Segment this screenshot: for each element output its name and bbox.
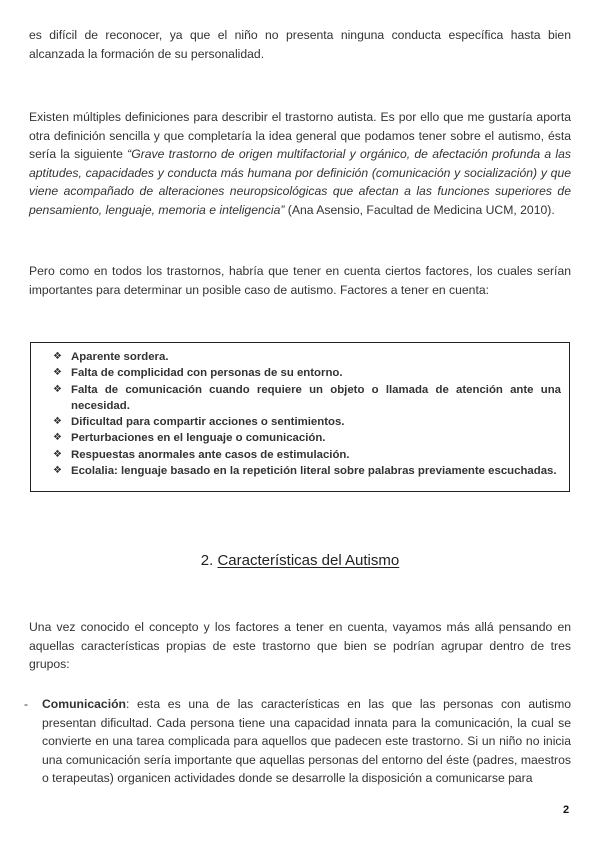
diamond-bullet-icon: ❖ bbox=[53, 448, 62, 460]
factor-text: Dificultad para compartir acciones o sentimientos. bbox=[71, 416, 345, 429]
list-dash: - bbox=[24, 697, 29, 711]
diamond-bullet-icon: ❖ bbox=[53, 432, 62, 444]
definition-text: Existen múltiples definiciones para describir el trastorno autista. Es por ello que me gustaría aporta otra definición sencilla y que completaría la idea general que podamos tener sobre el autismo, ésta sería la siguiente bbox=[29, 110, 571, 161]
diamond-bullet-icon: ❖ bbox=[53, 416, 62, 428]
factor-item bbox=[53, 463, 561, 479]
factor-item bbox=[53, 365, 561, 381]
factor-text: Falta de complicidad con personas de su entorno. bbox=[71, 367, 343, 380]
factor-text: Respuestas anormales ante casos de estimulación. bbox=[71, 448, 350, 461]
factor-text: Falta de comunicación cuando requiere un objeto o llamada de atención ante una necesidad. bbox=[71, 383, 561, 412]
factor-item bbox=[53, 382, 561, 415]
factor-item bbox=[53, 414, 561, 430]
factors-box bbox=[30, 342, 570, 492]
section-number: 2. bbox=[200, 552, 214, 569]
page-number: 2 bbox=[563, 804, 570, 816]
paragraph-characteristics-intro: Una vez conocido el concepto y los factores a tener en cuenta, vayamos más allá pensando en aquellas características propias de este trastorno que bien se podrían agrupar dentro de tres grupos: bbox=[29, 620, 571, 671]
paragraph-factors-intro: Pero como en todos los trastornos, habría que tener en cuenta ciertos factores, los cuales serían importantes para determinar un posible caso de autismo. Factores a tener en cuenta: bbox=[29, 264, 571, 297]
definition-quote: “Grave trastorno de origen multifactorial y orgánico, de afectación profunda a las aptitudes, capacidades y conducta más humana por definición (comunicación y socialización) y que viene acompañado de alteraciones neuropsicológicas que afectan a las funciones superiores de pensamiento, lenguaje, memoria e inteligencia” bbox=[29, 147, 572, 217]
paragraph-intro-tail: es difícil de reconocer, ya que el niño no presenta ninguna conducta específica hasta bien alcanzada la formación de su personalidad. bbox=[29, 28, 571, 61]
communication-term: Comunicación bbox=[42, 697, 126, 711]
factor-item bbox=[53, 430, 561, 446]
communication-item bbox=[42, 695, 571, 788]
communication-text: : esta es una de las características en las que las personas con autismo presentan dificultad. Cada persona tiene una capacidad innata para la comunicación, la cual se convierte en una tarea complicada para aquellos que padecen este trastorno. Si un niño no inicia una comunicación sería importante que aquellas personas del entorno del éste (padres, maestros o terapeutas) organicen actividades donde se desarrolle la disposición a comunicarse para bbox=[42, 697, 571, 785]
factor-item bbox=[53, 447, 561, 463]
section-heading bbox=[0, 551, 600, 571]
factor-text: Aparente sordera. bbox=[71, 351, 169, 363]
section-title: Características del Autismo bbox=[217, 552, 400, 569]
diamond-bullet-icon: ❖ bbox=[53, 367, 62, 379]
factor-text: Ecolalia: lenguaje basado en la repetición literal sobre palabras previamente escuchadas. bbox=[71, 465, 557, 478]
factors-list bbox=[53, 349, 561, 479]
diamond-bullet-icon: ❖ bbox=[53, 351, 62, 362]
definition-citation: (Ana Asensio, Facultad de Medicina UCM, 2010). bbox=[284, 202, 555, 217]
factor-text: Perturbaciones en el lenguaje o comunicación. bbox=[71, 432, 326, 445]
diamond-bullet-icon: ❖ bbox=[53, 465, 62, 477]
factor-item bbox=[53, 349, 561, 365]
diamond-bullet-icon: ❖ bbox=[53, 383, 62, 395]
paragraph-definition bbox=[29, 108, 571, 219]
